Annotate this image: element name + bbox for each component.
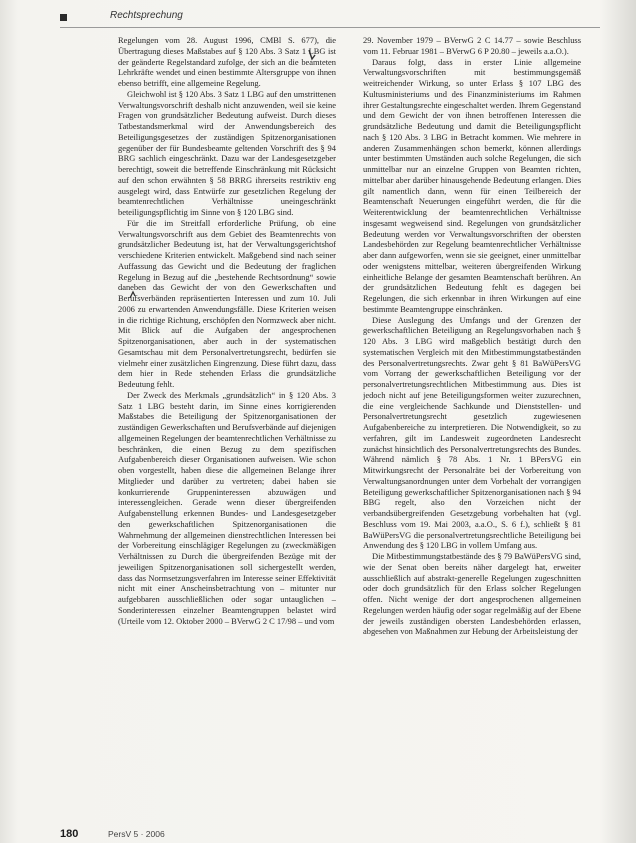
header-marker: [60, 14, 67, 21]
paragraph: Regelungen vom 28. August 1996, CMBl S. 677), die Übertragung dieses Maßstabes auf § 120 Abs. 3 Satz 1 LBG ist der geänderte Regelstandard zufolge, der sich an die beamteten Lehrkräfte wendet und einen bestimmte Altersgruppe von ihnen ebenso betrifft, eine allgemeine Regelung.: [118, 35, 336, 88]
paragraph: Gleichwohl ist § 120 Abs. 3 Satz 1 LBG auf den umstrittenen Verwaltungsvorschrift deshalb nicht anzuwenden, weil sie keine Fragen von grundsätzlicher Bedeutung aufweist. Durch dieses Tatbestandsmerkmal wird der Anwendungsbereich des Beteiligungsgesetzes der zuständigen Spitzenorganisationen gegenüber der für Bundesbeamte geltenden Vorschrift des § 94 BRG sachlich eingeschränkt. Dazu war der Landesgesetzgeber berechtigt, soweit die betreffende Einschränkung mit Rücksicht auf den schon erwähnten § 58 BRRG ihrerseits restriktiv eng ausgelegt wird, dass Entwürfe zur gesetzlichen Regelung der beamtenrechtlichen Verhältnisse uneingeschränkt beteiligungspflichtig im Sinne von § 120 LBG sind.: [118, 88, 336, 217]
running-header: [60, 10, 600, 26]
page-number: 180: [60, 828, 79, 840]
paragraph: Der Zweck des Merkmals „grundsätzlich“ in § 120 Abs. 3 Satz 1 LBG besteht darin, im Sinne eines korrigierenden Maßstabes die Beteiligung der Spitzenorganisationen der zuständigen Gewerkschaften und Berufsverbände auf diejenigen allgemeinen Regelungen der beamtenrechtlichen Verhältnisse zu beschränken, die einen Bezug zu dem spezifischen Aufgabenbereich dieser Organisationen aufweisen. Wie schon oben vorgestellt, haben diese die allgemeinen Belange ihrer Mitglieder und darüber zu vertreten; dabei haben sie konkurrierende Gruppeninteressen abzuwägen und interessengleichen. Gerade wenn dieser übergreifenden Aufgabenstellung erkennen Bundes- und Landesgesetzgeber den gewerkschaftlichen Spitzenorganisationen die Wahrnehmung der allgemeinen dienstrechtlichen Interessen bei der Vorbereitung einschlägiger Regelungen zu (zweckmäßigen Verhältnissen zu Durch die übergreifenden Bezüge mit der jeweiligen Spitzenorganisationen soll sichergestellt werden, dass das Normsetzungsverfahren im Interesse seiner Effektivität nicht mit einer Anscheinsbetrachtung von – mitunter nur aufgebbaren ausschließlichen oder sogar untauglichen – Sonderinteressen einzelner Beamtengruppen belastet wird (Urteile vom 12. Oktober 2000 – BVerwG 2 C 17/98 – und vom: [118, 389, 336, 626]
paragraph: Daraus folgt, dass in erster Linie allgemeine Verwaltungsvorschriften mit bestimmungsgemäß weitreichender Wirkung, so unter Erlass § 107 LBG des Kultusministeriums und des Finanzministeriums im Rahmen ihrer Gestaltungsrechte eingeschaltet werden. Ihrem Gegenstand und dem Gewicht der von ihnen betroffenen Interessen die grundsätzliche Bedeutung und damit die Beteiligungspflicht nach § 120 Abs. 3 LBG in Betracht kommen. Wie mehrere in anderen Zusammenhängen schon bemerkt, können allerdings unter bestimmten Umständen auch solche Regelungen, die sich unmittelbar nur an einzelne Gruppen von Beamten richten, mittelbar aber darüber hinausgehende Bedeutung erlangen. Dies gilt namentlich dann, wenn für einen Teilbereich der Beamtenschaft Neuerungen eingeführt werden, die für die Weiterentwicklung der beamtenrechtlichen Verhältnisse insgesamt wegweisend sind. Regelungen von grundsätzlicher Bedeutung werden vor Verwaltungsvorschriften der obersten Landesbehörden zur Regelung beamtenrechtlicher Verhältnisse aber dann aufgeworfen, wenn sie sie geeignet, einer unmittelbar oder wenigstens mittelbar, weiteren übergreifenden Wirkung einheitliche Belange der gesamten Beamtenschaft berühren. An der grundsätzlichen Bedeutung fehlt es dagegen bei Regelungen, die sich erkennbar in ihren Wirkungen auf eine bestimmte Beamtengruppe einschränken.: [363, 56, 581, 314]
journal-reference: PersV 5 · 2006: [108, 829, 165, 839]
paragraph: Diese Auslegung des Umfangs und der Grenzen der gewerkschaftlichen Beteiligung an Regelungsvorhaben nach § 120 Abs. 3 LBG wird maßgeblich bestätigt durch den systematischen Vergleich mit den Mitbestimmungstatbeständen des Personalvertretungsrechts. Zwar geht § 81 BaWüPersVG vom Vorrang der gewerkschaftlichen Beteiligung vor der personalvertretungsrechtlichen Mitbestimmung aus. Dies ist jedoch nicht auf jene Beteiligungsformen weiter zuzurechnen, die eine vergleichende Sachkunde und Dienststellen- und Personalvertretungsrecht gesetzlich zugewiesenen Aufgabenbereiche zu interpretieren. Die Notwendigkeit, so zu verfahren, gilt im Landesweit zugeordneten Landesrecht zunächst hinsichtlich des Personalvertretungsrechts des Bundes. Während nämlich § 78 Abs. 1 Nr. 1 BPersVG ein Mitwirkungsrecht der Personalräte bei der Vorbereitung von Verwaltungsanordnungen unter dem Vorbehalt der vorrangigen Beteiligung gewerkschaftlicher Spitzenorganisationen nach § 94 BBG regelt, also den Vorzeichen nicht der verbandsübergreifenden Gesetzgebung vorbehalten hat (vgl. Beschluss vom 19. Mai 2003, a.a.O., S. 6 f.), schließt § 81 BaWüPersVG die personalvertretungsrechtliche Beteiligung bei Anwendung des § 120 LBG in vollem Umfang aus.: [363, 314, 581, 551]
header-rule: [60, 27, 600, 28]
right-column: [363, 35, 581, 815]
paragraph: Für die im Streitfall erforderliche Prüfung, ob eine Verwaltungsvorschrift aus dem Gebiet des Beamtenrechts von grundsätzlicher Bedeutung ist, hat der Verwaltungsgerichtshof verschiedene Kriterien entwickelt. Maßgebend sind nach seiner Auffassung das Gewicht und die Bedeutung der fraglichen Regelung in Bezug auf die „bestehende Rechtsordnung“ sowie daneben das Gewicht der von den Gewerkschaften und Berufsverbänden repräsentierten Interessen und zum 10. Juli 2006 zu erwartenden Anwendungsfälle. Diese Kriterien weisen in die richtige Richtung, erschöpfen den Normzweck aber nicht. Mit Blick auf die Aufgaben der angesprochenen Spitzenorganisationen, aber auch in der systematischen Gesamtschau mit dem Personalvertretungsrecht, bedürfen sie vielmehr einer zusätzlichen Eingrenzung. Diese führt dazu, dass dem hier in Rede stehenden Erlass die grundsätzliche Bedeutung fehlt.: [118, 217, 336, 389]
left-column: [118, 35, 336, 815]
paragraph: 29. November 1979 – BVerwG 2 C 14.77 – sowie Beschluss vom 11. Februar 1981 – BVerwG 6 P 20.80 – jeweils a.a.O.).: [363, 35, 581, 56]
header-title: Rechtsprechung: [110, 10, 183, 21]
paragraph: Die Mitbestimmungstatbestände des § 79 BaWüPersVG sind, wie der Senat oben bereits näher dargelegt hat, erweiter ausschließlich auf abstrakt-generelle Regelungen zugeschnitten oder doch grundsätzlich für den Erlass solcher Regelungen offen. Nicht wenige der dort angesprochenen allgemeinen Regelungen werden häufig oder sogar regelmäßig auf der Ebene der jeweils zuständigen obersten Landesbehörden erlassen, abgesehen von Maßnahmen zur Hebung der Arbeitsleistung der: [363, 551, 581, 637]
